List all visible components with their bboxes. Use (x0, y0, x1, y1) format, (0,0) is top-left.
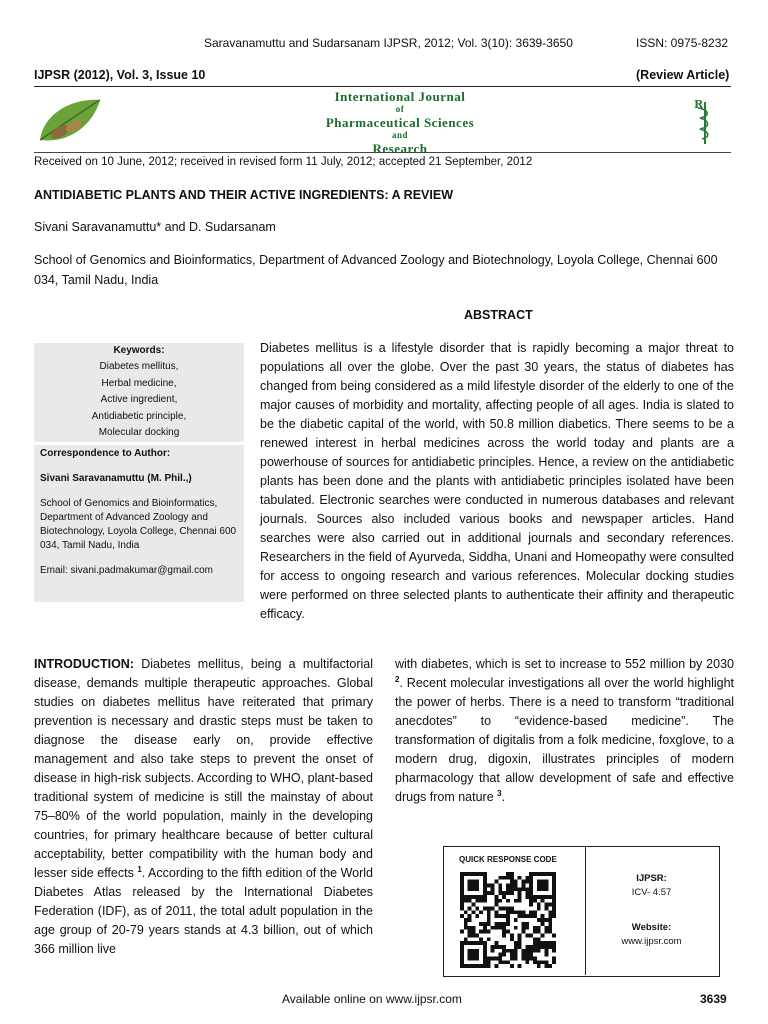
website-label: Website: (631, 922, 672, 933)
intro-text: . According to the fifth edition of the World Diabetes Atlas released by the International Diabetes Federation (IDF), as of 2011, the total adult population in the age group of 20-79 years stands at 4.3 billion, out of which 366 million live (34, 866, 374, 956)
journal-name-line: and (391, 130, 408, 140)
correspondence-heading: Correspondence to Author: (40, 448, 171, 459)
reference-marker[interactable]: 3 (497, 788, 502, 798)
keywords-panel (34, 343, 244, 442)
correspondent-email: Email: sivani.padmakumar@gmail.com (40, 565, 213, 576)
caduceus-icon (690, 96, 720, 146)
svg-text:R: R (694, 98, 704, 111)
issue-info: IJPSR (2012), Vol. 3, Issue 10 (34, 68, 206, 82)
correspondence-panel (34, 445, 244, 602)
ijpsr-label: IJPSR: (636, 873, 667, 884)
keywords-heading: Keywords: (113, 345, 165, 356)
article-title: ANTIDIABETIC PLANTS AND THEIR ACTIVE INGREDIENTS: A REVIEW (34, 188, 453, 202)
keyword: Herbal medicine, (101, 377, 177, 389)
intro-heading: INTRODUCTION: (34, 657, 134, 671)
received-dates: Received on 10 June, 2012; received in revised form 11 July, 2012; accepted 21 September, 2012 (34, 156, 533, 168)
intro-text: . (501, 790, 506, 804)
keyword: Molecular docking (98, 427, 180, 439)
abstract-heading: ABSTRACT (464, 308, 533, 322)
website-link[interactable]: www.ijpsr.com (621, 936, 682, 947)
journal-name-line: International Journal (334, 89, 466, 104)
journal-name (262, 90, 538, 155)
qr-panel-divider (585, 846, 586, 975)
keyword: Active ingredient, (100, 394, 178, 406)
authors: Sivani Saravanamuttu* and D. Sudarsanam (34, 220, 276, 234)
intro-text: . Recent molecular investigations all over the world highlight the power of herbs. There is a need to transform “traditional anecdotes” to “evidence-based medicine”. The transformation of digitalis from a folk medicine, foxglove, to a modern drug, digoxin, illustrates principles of modern pharmacology that allow development of safe and effective drugs from nature (395, 676, 734, 804)
footer-available-online: Available online on www.ijpsr.com (282, 992, 462, 1006)
intro-column-left (34, 655, 373, 959)
article-type: (Review Article) (636, 68, 730, 82)
journal-name-line: Research (372, 141, 428, 156)
website-info (585, 921, 718, 949)
correspondent-name: Sivani Saravanamuttu (M. Phil.,) (40, 473, 192, 484)
keyword: Diabetes mellitus, (99, 361, 179, 373)
journal-name-line: of (395, 104, 405, 114)
page-number: 3639 (700, 992, 727, 1006)
keyword: Antidiabetic principle, (91, 410, 187, 422)
journal-name-line: Pharmaceutical Sciences (325, 115, 475, 130)
intro-text: Diabetes mellitus, being a multifactorial disease, demands multiple therapeutic approaches. Global studies on diabetes mellitus have reiterated that primary prevention is necessary and drastic steps must be taken to diagnose the disease early on, provide effective management and also take steps to prevent the onset of disease in high-risk subjects. According to WHO, plant-based traditional system of medicine is still the mainstay of about 75–80% of the world population, mainly in the developing countries, for primary healthcare because of better cultural acceptability, better compatibility with the human body and lesser side effects (34, 657, 373, 880)
reference-marker[interactable]: 2 (395, 674, 400, 684)
reference-marker[interactable]: 1 (137, 864, 142, 874)
intro-column-right (395, 655, 734, 807)
ijpsr-value: ICV- 4.57 (631, 887, 672, 898)
correspondent-address: School of Genomics and Bioinformatics, Department of Advanced Zoology and Biotechnology, Loyola College, Chennai 600 034, Tamil Nadu, India (40, 498, 237, 551)
intro-text: with diabetes, which is set to increase to 552 million by 2030 (395, 657, 734, 671)
issn: ISSN: 0975-8232 (636, 36, 729, 50)
header-divider (34, 152, 731, 153)
header-rule (34, 86, 731, 87)
affiliation: School of Genomics and Bioinformatics, Department of Advanced Zoology and Biotechnology, Loyola College, Chennai 600 034, Tamil Nadu, India (34, 253, 718, 287)
abstract-text: Diabetes mellitus is a lifestyle disorder that is rapidly becoming a major threat to populations all over the globe. Over the past 30 years, the status of diabetes has changed from being considered as a mild lifestyle disorder of the elderly to one of the major causes of morbidity and mortality, affecting people of all ages. India is slated to be the diabetic capital of the world, with 50.8 million diabetics. There seems to be a renewed interest in herbal medicines across the world today and plants are a powerhouse of sources for antidiabetic principles. Hence, a review on the antidiabetic plants has been done and the plants with antidiabetic principles isolated have been tabulated. Electronic searches were conducted in numerous databases and relevant journals. Sources also included various books and newspaper articles. Hand searches were also carried out in additional journals and secondary references. Researchers in the field of Ayurveda, Siddha, Unani and Homeopathy were consulted for access to ongoing research and various references. Molecular docking studies were performed on three selected plants to authenticate their affinity and therapeutic efficacy. (260, 341, 734, 621)
qr-label: QUICK RESPONSE CODE (459, 855, 557, 864)
leaf-logo-icon (34, 92, 104, 152)
qr-code-icon[interactable] (460, 872, 556, 968)
citation-line: Saravanamuttu and Sudarsanam IJPSR, 2012; Vol. 3(10): 3639-3650 (204, 36, 573, 50)
ijpsr-info (585, 872, 718, 900)
